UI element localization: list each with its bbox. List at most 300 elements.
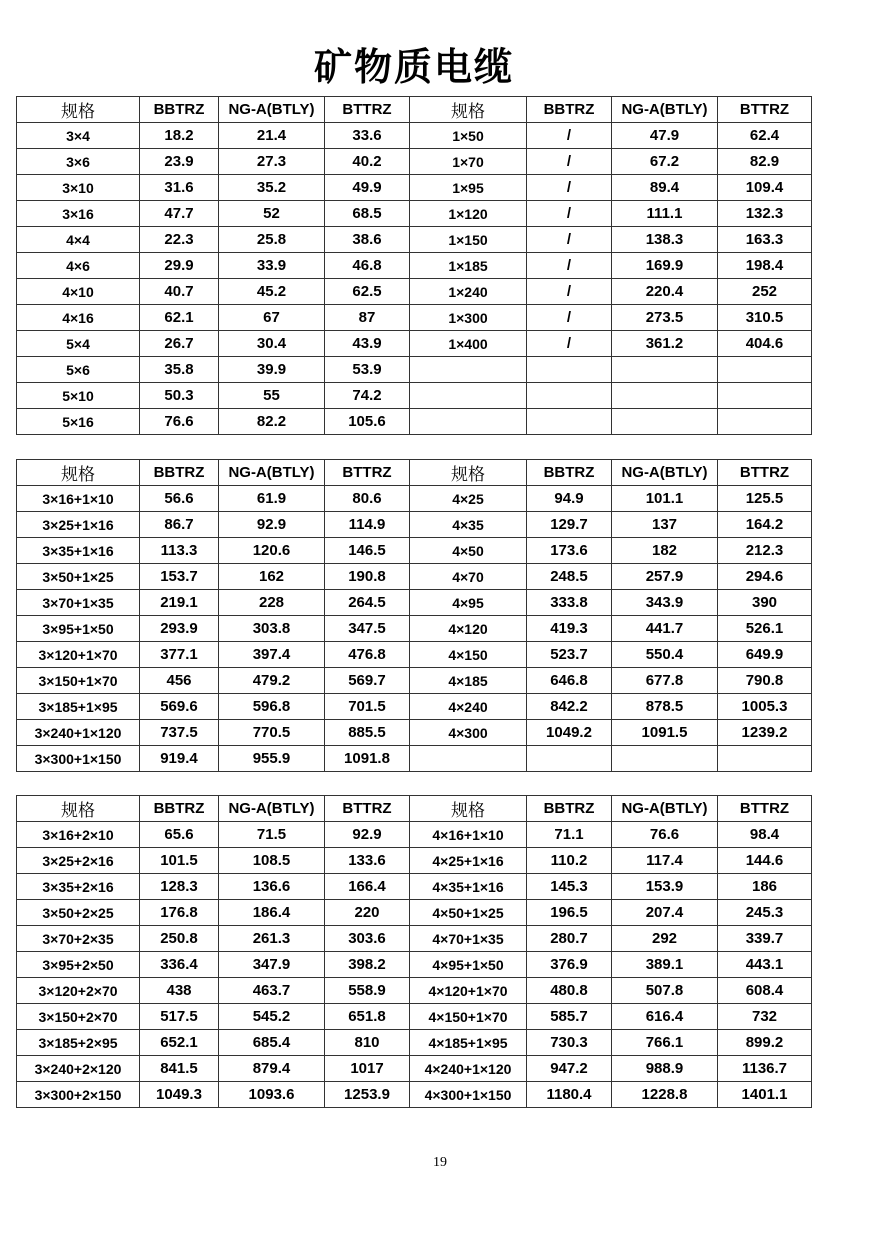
table-row	[17, 227, 812, 253]
column-header: 规格	[410, 97, 527, 123]
value-cell: 878.5	[612, 694, 718, 720]
value-cell: 810	[325, 1030, 410, 1056]
column-header: BTTRZ	[325, 460, 410, 486]
value-cell: 252	[718, 279, 812, 305]
spec-cell: 4×35+1×16	[410, 874, 527, 900]
value-cell: 220	[325, 900, 410, 926]
spec-cell: 4×70+1×35	[410, 926, 527, 952]
spec-cell: 4×150	[410, 642, 527, 668]
table-row	[17, 486, 812, 512]
column-header: 规格	[17, 460, 140, 486]
spec-cell: 3×35+1×16	[17, 538, 140, 564]
spec-cell: 4×50+1×25	[410, 900, 527, 926]
value-cell: /	[527, 305, 612, 331]
value-cell: 879.4	[219, 1056, 325, 1082]
spec-cell: 1×185	[410, 253, 527, 279]
column-header: BTTRZ	[718, 97, 812, 123]
spec-cell: 5×4	[17, 331, 140, 357]
spec-cell: 3×50+1×25	[17, 564, 140, 590]
spec-cell: 3×240+1×120	[17, 720, 140, 746]
value-cell: 303.8	[219, 616, 325, 642]
value-cell: 463.7	[219, 978, 325, 1004]
spec-cell: 4×95+1×50	[410, 952, 527, 978]
value-cell: 109.4	[718, 175, 812, 201]
value-cell: 56.6	[140, 486, 219, 512]
value-cell: 61.9	[219, 486, 325, 512]
value-cell: /	[527, 175, 612, 201]
column-header: BTTRZ	[325, 97, 410, 123]
value-cell: 46.8	[325, 253, 410, 279]
value-cell: 89.4	[612, 175, 718, 201]
value-cell: 62.1	[140, 305, 219, 331]
spec-cell: 3×120+2×70	[17, 978, 140, 1004]
spec-cell: 3×10	[17, 175, 140, 201]
value-cell: 29.9	[140, 253, 219, 279]
spec-cell: 4×120	[410, 616, 527, 642]
value-cell: 25.8	[219, 227, 325, 253]
value-cell: 27.3	[219, 149, 325, 175]
spec-cell: 3×300+2×150	[17, 1082, 140, 1108]
value-cell: /	[527, 253, 612, 279]
value-cell: 128.3	[140, 874, 219, 900]
value-cell	[527, 746, 612, 772]
value-cell: 294.6	[718, 564, 812, 590]
value-cell: 919.4	[140, 746, 219, 772]
spec-cell: 4×16+1×10	[410, 822, 527, 848]
value-cell: 110.2	[527, 848, 612, 874]
column-header: NG-A(BTLY)	[219, 460, 325, 486]
value-cell: 71.5	[219, 822, 325, 848]
value-cell: 94.9	[527, 486, 612, 512]
column-header: 规格	[410, 796, 527, 822]
spec-cell: 3×150+1×70	[17, 668, 140, 694]
spec-cell: 3×95+2×50	[17, 952, 140, 978]
table-row	[17, 1004, 812, 1030]
value-cell: 47.9	[612, 123, 718, 149]
table-row	[17, 1056, 812, 1082]
value-cell: 196.5	[527, 900, 612, 926]
value-cell: 176.8	[140, 900, 219, 926]
price-table-2	[16, 459, 812, 772]
table-row	[17, 926, 812, 952]
value-cell: 389.1	[612, 952, 718, 978]
table-row	[17, 383, 812, 409]
value-cell: 730.3	[527, 1030, 612, 1056]
value-cell: 770.5	[219, 720, 325, 746]
value-cell: 21.4	[219, 123, 325, 149]
column-header: BBTRZ	[527, 97, 612, 123]
spec-cell: 3×240+2×120	[17, 1056, 140, 1082]
value-cell: 293.9	[140, 616, 219, 642]
value-cell: 74.2	[325, 383, 410, 409]
value-cell: 766.1	[612, 1030, 718, 1056]
table-row	[17, 900, 812, 926]
value-cell: 988.9	[612, 1056, 718, 1082]
value-cell: 45.2	[219, 279, 325, 305]
value-cell: 376.9	[527, 952, 612, 978]
value-cell: 339.7	[718, 926, 812, 952]
value-cell: 1091.8	[325, 746, 410, 772]
value-cell: /	[527, 331, 612, 357]
spec-cell: 1×150	[410, 227, 527, 253]
spec-cell: 4×4	[17, 227, 140, 253]
value-cell: 49.9	[325, 175, 410, 201]
value-cell: 250.8	[140, 926, 219, 952]
spec-cell: 4×185+1×95	[410, 1030, 527, 1056]
value-cell: 220.4	[612, 279, 718, 305]
table-row	[17, 305, 812, 331]
value-cell: 86.7	[140, 512, 219, 538]
value-cell	[527, 383, 612, 409]
spec-cell: 1×300	[410, 305, 527, 331]
value-cell: 1401.1	[718, 1082, 812, 1108]
value-cell: 1253.9	[325, 1082, 410, 1108]
value-cell: 120.6	[219, 538, 325, 564]
value-cell: 343.9	[612, 590, 718, 616]
value-cell: 677.8	[612, 668, 718, 694]
value-cell: 67.2	[612, 149, 718, 175]
value-cell: 550.4	[612, 642, 718, 668]
value-cell: 303.6	[325, 926, 410, 952]
value-cell: 456	[140, 668, 219, 694]
value-cell: 397.4	[219, 642, 325, 668]
value-cell: 228	[219, 590, 325, 616]
table-row	[17, 720, 812, 746]
table-row	[17, 564, 812, 590]
value-cell: 26.7	[140, 331, 219, 357]
page-number: 19	[433, 1155, 447, 1170]
value-cell: 67	[219, 305, 325, 331]
value-cell: 1049.2	[527, 720, 612, 746]
column-header: BBTRZ	[140, 97, 219, 123]
value-cell: 361.2	[612, 331, 718, 357]
value-cell: 1180.4	[527, 1082, 612, 1108]
value-cell: 50.3	[140, 383, 219, 409]
value-cell: 80.6	[325, 486, 410, 512]
table-row	[17, 822, 812, 848]
value-cell: 33.6	[325, 123, 410, 149]
value-cell: 198.4	[718, 253, 812, 279]
value-cell: 523.7	[527, 642, 612, 668]
value-cell: 125.5	[718, 486, 812, 512]
value-cell: 212.3	[718, 538, 812, 564]
value-cell: 390	[718, 590, 812, 616]
spec-cell: 3×35+2×16	[17, 874, 140, 900]
value-cell: 145.3	[527, 874, 612, 900]
table-row	[17, 952, 812, 978]
spec-cell: 4×70	[410, 564, 527, 590]
value-cell: /	[527, 149, 612, 175]
value-cell: 569.6	[140, 694, 219, 720]
value-cell: 842.2	[527, 694, 612, 720]
table-row	[17, 123, 812, 149]
table-row	[17, 978, 812, 1004]
column-header: NG-A(BTLY)	[612, 97, 718, 123]
value-cell: 129.7	[527, 512, 612, 538]
value-cell: 480.8	[527, 978, 612, 1004]
value-cell	[612, 383, 718, 409]
value-cell: 92.9	[325, 822, 410, 848]
spec-cell: 3×185+1×95	[17, 694, 140, 720]
spec-cell: 1×95	[410, 175, 527, 201]
spec-cell: 4×25	[410, 486, 527, 512]
value-cell: 545.2	[219, 1004, 325, 1030]
table-row	[17, 538, 812, 564]
table-row	[17, 616, 812, 642]
table-row	[17, 512, 812, 538]
value-cell: 292	[612, 926, 718, 952]
spec-cell: 3×50+2×25	[17, 900, 140, 926]
column-header: 规格	[17, 97, 140, 123]
value-cell: 62.5	[325, 279, 410, 305]
table-header-row	[17, 97, 812, 123]
value-cell: 76.6	[140, 409, 219, 435]
value-cell: 1228.8	[612, 1082, 718, 1108]
price-table-1	[16, 96, 812, 435]
value-cell	[718, 357, 812, 383]
value-cell	[527, 409, 612, 435]
value-cell: 55	[219, 383, 325, 409]
value-cell	[718, 746, 812, 772]
column-header: NG-A(BTLY)	[612, 460, 718, 486]
spec-cell: 4×6	[17, 253, 140, 279]
value-cell: 40.7	[140, 279, 219, 305]
value-cell: 596.8	[219, 694, 325, 720]
value-cell: 841.5	[140, 1056, 219, 1082]
spec-cell: 3×70+2×35	[17, 926, 140, 952]
value-cell: 701.5	[325, 694, 410, 720]
spec-cell: 4×25+1×16	[410, 848, 527, 874]
value-cell: 137	[612, 512, 718, 538]
value-cell: 419.3	[527, 616, 612, 642]
spec-cell	[410, 409, 527, 435]
spec-cell: 4×185	[410, 668, 527, 694]
value-cell: 652.1	[140, 1030, 219, 1056]
value-cell: 173.6	[527, 538, 612, 564]
table-row	[17, 1082, 812, 1108]
value-cell: 558.9	[325, 978, 410, 1004]
spec-cell: 4×35	[410, 512, 527, 538]
value-cell: 146.5	[325, 538, 410, 564]
value-cell: 153.9	[612, 874, 718, 900]
spec-cell: 1×120	[410, 201, 527, 227]
value-cell: 71.1	[527, 822, 612, 848]
value-cell: 52	[219, 201, 325, 227]
value-cell: 649.9	[718, 642, 812, 668]
spec-cell: 3×16+1×10	[17, 486, 140, 512]
spec-cell: 4×50	[410, 538, 527, 564]
value-cell: 955.9	[219, 746, 325, 772]
value-cell: 1136.7	[718, 1056, 812, 1082]
value-cell: 186.4	[219, 900, 325, 926]
value-cell: 132.3	[718, 201, 812, 227]
spec-cell: 1×240	[410, 279, 527, 305]
value-cell: 219.1	[140, 590, 219, 616]
value-cell: 65.6	[140, 822, 219, 848]
value-cell	[718, 383, 812, 409]
value-cell: 136.6	[219, 874, 325, 900]
value-cell: 479.2	[219, 668, 325, 694]
table-row	[17, 253, 812, 279]
value-cell	[612, 357, 718, 383]
value-cell: 507.8	[612, 978, 718, 1004]
value-cell: 101.1	[612, 486, 718, 512]
value-cell: 101.5	[140, 848, 219, 874]
value-cell: 117.4	[612, 848, 718, 874]
value-cell: 190.8	[325, 564, 410, 590]
value-cell: /	[527, 227, 612, 253]
value-cell: 33.9	[219, 253, 325, 279]
value-cell: 186	[718, 874, 812, 900]
table-row	[17, 668, 812, 694]
spec-cell: 4×150+1×70	[410, 1004, 527, 1030]
table-row	[17, 1030, 812, 1056]
value-cell: 1049.3	[140, 1082, 219, 1108]
value-cell: 207.4	[612, 900, 718, 926]
value-cell: 1239.2	[718, 720, 812, 746]
value-cell: 47.7	[140, 201, 219, 227]
table-row	[17, 590, 812, 616]
table-row	[17, 279, 812, 305]
spec-cell: 4×95	[410, 590, 527, 616]
value-cell: 404.6	[718, 331, 812, 357]
column-header: BTTRZ	[718, 460, 812, 486]
value-cell: 31.6	[140, 175, 219, 201]
value-cell: 737.5	[140, 720, 219, 746]
table-header-row	[17, 460, 812, 486]
value-cell: 62.4	[718, 123, 812, 149]
value-cell: 310.5	[718, 305, 812, 331]
value-cell: 39.9	[219, 357, 325, 383]
spec-cell: 1×400	[410, 331, 527, 357]
value-cell: 22.3	[140, 227, 219, 253]
value-cell: 885.5	[325, 720, 410, 746]
value-cell: 899.2	[718, 1030, 812, 1056]
value-cell: 23.9	[140, 149, 219, 175]
spec-cell: 3×150+2×70	[17, 1004, 140, 1030]
spec-cell: 4×300	[410, 720, 527, 746]
value-cell: 92.9	[219, 512, 325, 538]
value-cell: 82.2	[219, 409, 325, 435]
table-row	[17, 357, 812, 383]
column-header: NG-A(BTLY)	[219, 97, 325, 123]
value-cell: 98.4	[718, 822, 812, 848]
column-header: NG-A(BTLY)	[612, 796, 718, 822]
spec-cell: 3×25+1×16	[17, 512, 140, 538]
table-row	[17, 409, 812, 435]
value-cell: 43.9	[325, 331, 410, 357]
spec-cell: 4×16	[17, 305, 140, 331]
value-cell: 87	[325, 305, 410, 331]
column-header: BBTRZ	[140, 460, 219, 486]
spec-cell: 1×70	[410, 149, 527, 175]
column-header: 规格	[410, 460, 527, 486]
spec-cell: 4×10	[17, 279, 140, 305]
spec-cell: 3×120+1×70	[17, 642, 140, 668]
table-row	[17, 201, 812, 227]
value-cell: 377.1	[140, 642, 219, 668]
value-cell: 651.8	[325, 1004, 410, 1030]
value-cell: 569.7	[325, 668, 410, 694]
value-cell: 111.1	[612, 201, 718, 227]
table-row	[17, 331, 812, 357]
value-cell: 76.6	[612, 822, 718, 848]
column-header: NG-A(BTLY)	[219, 796, 325, 822]
value-cell: 153.7	[140, 564, 219, 590]
value-cell: 517.5	[140, 1004, 219, 1030]
value-cell: 82.9	[718, 149, 812, 175]
table-row	[17, 848, 812, 874]
price-table-3	[16, 795, 812, 1108]
value-cell: 476.8	[325, 642, 410, 668]
value-cell: 138.3	[612, 227, 718, 253]
value-cell: 30.4	[219, 331, 325, 357]
value-cell: 732	[718, 1004, 812, 1030]
value-cell: 441.7	[612, 616, 718, 642]
value-cell: 685.4	[219, 1030, 325, 1056]
value-cell: 166.4	[325, 874, 410, 900]
spec-cell	[410, 357, 527, 383]
spec-cell	[410, 383, 527, 409]
value-cell: 347.9	[219, 952, 325, 978]
value-cell: 1091.5	[612, 720, 718, 746]
spec-cell: 3×6	[17, 149, 140, 175]
value-cell: 144.6	[718, 848, 812, 874]
value-cell	[612, 746, 718, 772]
spec-cell: 3×16	[17, 201, 140, 227]
spec-cell: 4×300+1×150	[410, 1082, 527, 1108]
spec-cell: 1×50	[410, 123, 527, 149]
spec-cell: 4×120+1×70	[410, 978, 527, 1004]
value-cell: 257.9	[612, 564, 718, 590]
value-cell: 398.2	[325, 952, 410, 978]
column-header: BTTRZ	[718, 796, 812, 822]
value-cell: 333.8	[527, 590, 612, 616]
value-cell: 68.5	[325, 201, 410, 227]
value-cell	[718, 409, 812, 435]
value-cell	[527, 357, 612, 383]
value-cell: /	[527, 123, 612, 149]
spec-cell: 5×10	[17, 383, 140, 409]
table-row	[17, 874, 812, 900]
value-cell: 443.1	[718, 952, 812, 978]
spec-cell: 4×240	[410, 694, 527, 720]
value-cell: 261.3	[219, 926, 325, 952]
spec-cell: 3×4	[17, 123, 140, 149]
value-cell	[612, 409, 718, 435]
table-row	[17, 175, 812, 201]
spec-cell: 3×70+1×35	[17, 590, 140, 616]
column-header: BBTRZ	[527, 796, 612, 822]
table-row	[17, 694, 812, 720]
value-cell: 280.7	[527, 926, 612, 952]
value-cell: 947.2	[527, 1056, 612, 1082]
value-cell: 526.1	[718, 616, 812, 642]
table-row	[17, 149, 812, 175]
spec-cell: 3×25+2×16	[17, 848, 140, 874]
table-row	[17, 642, 812, 668]
column-header: 规格	[17, 796, 140, 822]
spec-cell: 3×95+1×50	[17, 616, 140, 642]
value-cell: 35.8	[140, 357, 219, 383]
value-cell: 35.2	[219, 175, 325, 201]
value-cell: 646.8	[527, 668, 612, 694]
spec-cell: 3×16+2×10	[17, 822, 140, 848]
value-cell: 162	[219, 564, 325, 590]
column-header: BBTRZ	[527, 460, 612, 486]
value-cell: 38.6	[325, 227, 410, 253]
value-cell: 1017	[325, 1056, 410, 1082]
